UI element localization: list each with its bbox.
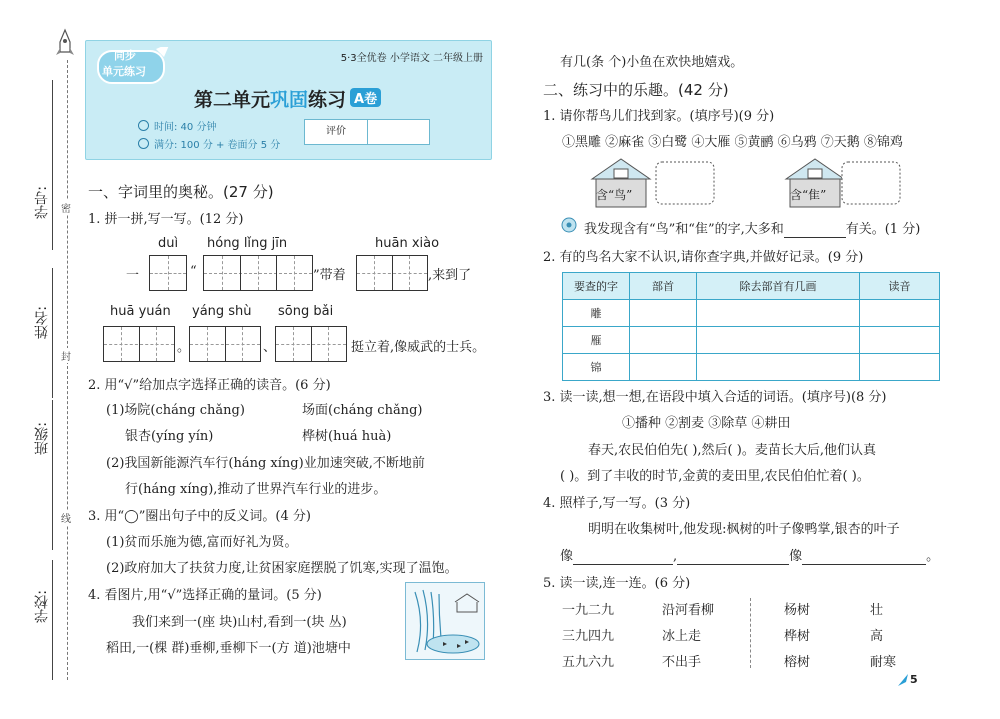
q4-line-1[interactable]: 我们来到一(座 块)山村,看到一(块 丛)	[132, 615, 347, 630]
text-tingli: 挺立着,像威武的士兵。	[351, 340, 486, 355]
table-header: 读音	[860, 273, 940, 300]
q4-example: 明明在收集树叶,他发现:枫树的叶子像鸭掌,银杏的叶子	[588, 522, 900, 537]
match-item[interactable]: 五九六九	[562, 655, 615, 670]
q2-item-6[interactable]: 行(háng xíng),推动了世界汽车行业的进步。	[125, 482, 387, 497]
table-row	[563, 300, 940, 327]
evaluation-box[interactable]	[304, 119, 430, 145]
q4-end: 。	[926, 549, 940, 564]
q4-xiang-1: 像	[560, 549, 574, 564]
q3-paragraph-1[interactable]: 春天,农民伯伯先( ),然后( )。麦苗长大后,他们认真	[588, 443, 876, 458]
binding-margin	[0, 0, 80, 719]
name-label: 姓名:	[34, 306, 50, 339]
time-text: 时间: 40 分钟	[154, 122, 217, 133]
title-part-3: 练习	[308, 89, 347, 111]
dictionary-table	[562, 272, 940, 381]
q4-xiang-2: 像	[789, 549, 803, 564]
text-period: 。	[177, 340, 191, 355]
match-item[interactable]: 耐寒	[870, 655, 897, 670]
row-char: 雕	[563, 300, 630, 327]
section-1-heading: 一、字词里的奥秘。(27 分)	[88, 183, 274, 201]
writing-box-1[interactable]	[149, 255, 187, 291]
answer-cloud-2[interactable]	[840, 160, 902, 206]
answer-cloud-1[interactable]	[654, 160, 716, 206]
r-question-3: 3. 读一读,想一想,在语段中填入合适的词语。(填序号)(8 分)	[543, 390, 887, 405]
seal-char-3: 线	[61, 510, 71, 525]
writing-box-6[interactable]	[275, 326, 347, 362]
answer-cell[interactable]	[697, 354, 860, 381]
bird-list: ①黑雕 ②麻雀 ③白鹭 ④大雁 ⑤黄鹂 ⑥乌鸦 ⑦天鹅 ⑧锦鸡	[562, 135, 903, 150]
student-id-label: 学号:	[34, 186, 50, 219]
answer-cell[interactable]	[630, 327, 697, 354]
check-icon	[138, 138, 149, 149]
title-part-2: 巩固	[270, 89, 309, 111]
pinyin-1: duì	[158, 236, 179, 251]
r-question-5: 5. 读一读,连一连。(6 分)	[543, 576, 691, 591]
school-label: 学校:	[34, 590, 50, 623]
q4-blank-2[interactable]	[677, 549, 789, 565]
question-2: 2. 用“√”给加点字选择正确的读音。(6 分)	[88, 378, 331, 393]
row-char: 锦	[563, 354, 630, 381]
clock-icon	[138, 120, 149, 131]
text-laidaole: ,来到了	[428, 268, 472, 283]
q4-answer-line	[560, 545, 939, 565]
answer-cell[interactable]	[860, 327, 940, 354]
evaluation-label: 评价	[305, 120, 368, 144]
answer-cell[interactable]	[630, 354, 697, 381]
q2-item-3[interactable]: 银杏(yíng yín)	[125, 429, 214, 444]
answer-cell[interactable]	[697, 327, 860, 354]
r-question-4: 4. 照样子,写一写。(3 分)	[543, 496, 691, 511]
q3-options: ①播种 ②割麦 ③除草 ④耕田	[622, 416, 791, 431]
seal-char-2: 封	[61, 348, 71, 363]
pinyin-3: huān xiào	[375, 236, 440, 251]
score-text: 满分: 100 分 + 卷面分 5 分	[154, 140, 281, 151]
match-item[interactable]: 高	[870, 629, 884, 644]
answer-cell[interactable]	[630, 300, 697, 327]
text-quote-open: “	[190, 264, 197, 279]
answer-cell[interactable]	[697, 300, 860, 327]
writing-box-4[interactable]	[103, 326, 175, 362]
answer-cell[interactable]	[860, 300, 940, 327]
q4-blank-1[interactable]	[573, 549, 673, 565]
class-label: 班级:	[34, 422, 50, 455]
q2-item-1[interactable]: (1)场院(cháng chǎng)	[106, 403, 245, 418]
discovery-blank[interactable]	[784, 222, 846, 238]
pinyin-5: yáng shù	[192, 304, 252, 319]
cut-line	[67, 60, 68, 680]
badge-line-2: 单元练习	[102, 65, 146, 78]
house-niao	[590, 157, 652, 213]
rocket-icon	[55, 28, 75, 58]
page-number: 5	[910, 673, 918, 686]
match-item[interactable]: 冰上走	[662, 629, 702, 644]
match-item[interactable]: 沿河看柳	[662, 603, 715, 618]
name-field[interactable]	[52, 268, 53, 398]
r-question-1: 1. 请你帮鸟儿们找到家。(填序号)(9 分)	[543, 109, 775, 124]
table-header: 部首	[630, 273, 697, 300]
match-item[interactable]: 桦树	[784, 629, 811, 644]
q3-sentence-2[interactable]: (2)政府加大了扶贫力度,让贫困家庭摆脱了饥寒,实现了温饱。	[106, 561, 458, 576]
q4-comma: ,	[673, 549, 678, 564]
discovery-end: 有关。(1 分)	[845, 222, 921, 237]
answer-cell[interactable]	[860, 354, 940, 381]
book-meta: 5·3全优卷 小学语文 二年级上册	[340, 53, 483, 64]
badge-line-1: 同步	[114, 49, 136, 62]
writing-box-3[interactable]	[356, 255, 428, 291]
table-row	[563, 354, 940, 381]
q3-paragraph-2[interactable]: ( )。到了丰收的时节,金黄的麦田里,农民伯伯忙着( )。	[560, 469, 870, 484]
match-item[interactable]: 三九四九	[562, 629, 615, 644]
section-2-heading: 二、练习中的乐趣。(42 分)	[543, 81, 729, 99]
student-id-field[interactable]	[52, 80, 53, 250]
match-item[interactable]: 不出手	[662, 655, 702, 670]
match-item[interactable]: 一九二九	[562, 603, 615, 618]
question-3: 3. 用“◯”圈出句子中的反义词。(4 分)	[88, 509, 311, 524]
version-badge: A卷	[350, 88, 381, 107]
discovery-lead: 我发现含有“鸟”和“隹”的字,大多和	[584, 222, 784, 237]
title-part-1: 第二单元	[194, 89, 271, 111]
match-divider	[750, 598, 751, 668]
seal-char-1: 密	[61, 200, 71, 215]
pinyin-2: hóng lǐng jīn	[207, 236, 288, 251]
q4-blank-3[interactable]	[802, 549, 926, 565]
table-header: 要查的字	[563, 273, 630, 300]
text-yi: 一	[126, 268, 140, 283]
match-item[interactable]: 壮	[870, 603, 884, 618]
pinyin-4: huā yuán	[110, 304, 171, 319]
question-4: 4. 看图片,用“√”选择正确的量词。(5 分)	[88, 588, 322, 603]
q2-item-5[interactable]: (2)我国新能源汽车行(háng xíng)业加速突破,不断地前	[106, 456, 425, 471]
text-daizhe: ”带着	[313, 268, 346, 283]
house-zhui	[784, 157, 846, 213]
writing-box-5[interactable]	[189, 326, 261, 362]
match-item[interactable]: 榕树	[784, 655, 811, 670]
pinyin-6: sōng bǎi	[278, 304, 334, 319]
score-info	[138, 136, 280, 151]
q4-line-2[interactable]: 稻田,一(棵 群)垂柳,垂柳下一(方 道)池塘中	[106, 641, 351, 656]
q2-item-4[interactable]: 桦树(huá huà)	[302, 429, 392, 444]
class-field[interactable]	[52, 400, 53, 550]
discovery-text	[584, 218, 920, 238]
house-zhui-label: 含“隹”	[790, 188, 827, 202]
text-comma: 、	[263, 340, 277, 355]
r-question-2: 2. 有的鸟名大家不认识,请你查字典,并做好记录。(9 分)	[543, 250, 864, 265]
willow-pond-picture	[405, 582, 485, 660]
q2-item-2[interactable]: 场面(cháng chǎng)	[302, 403, 423, 418]
school-field[interactable]	[52, 560, 53, 680]
rocket-icon	[896, 672, 910, 690]
flower-icon	[560, 216, 578, 234]
q3-sentence-1[interactable]: (1)贫而乐施为德,富而好礼为贤。	[106, 535, 298, 550]
question-1: 1. 拼一拼,写一写。(12 分)	[88, 212, 244, 227]
q4-continued[interactable]: 有几(条 个)小鱼在欢快地嬉戏。	[560, 55, 744, 70]
table-header: 除去部首有几画	[697, 273, 860, 300]
row-char: 雁	[563, 327, 630, 354]
header-card	[85, 40, 492, 160]
page-title	[194, 85, 381, 112]
writing-box-2[interactable]	[203, 255, 313, 291]
house-niao-label: 含“鸟”	[596, 188, 633, 202]
table-row	[563, 327, 940, 354]
time-info	[138, 118, 216, 133]
match-item[interactable]: 杨树	[784, 603, 811, 618]
